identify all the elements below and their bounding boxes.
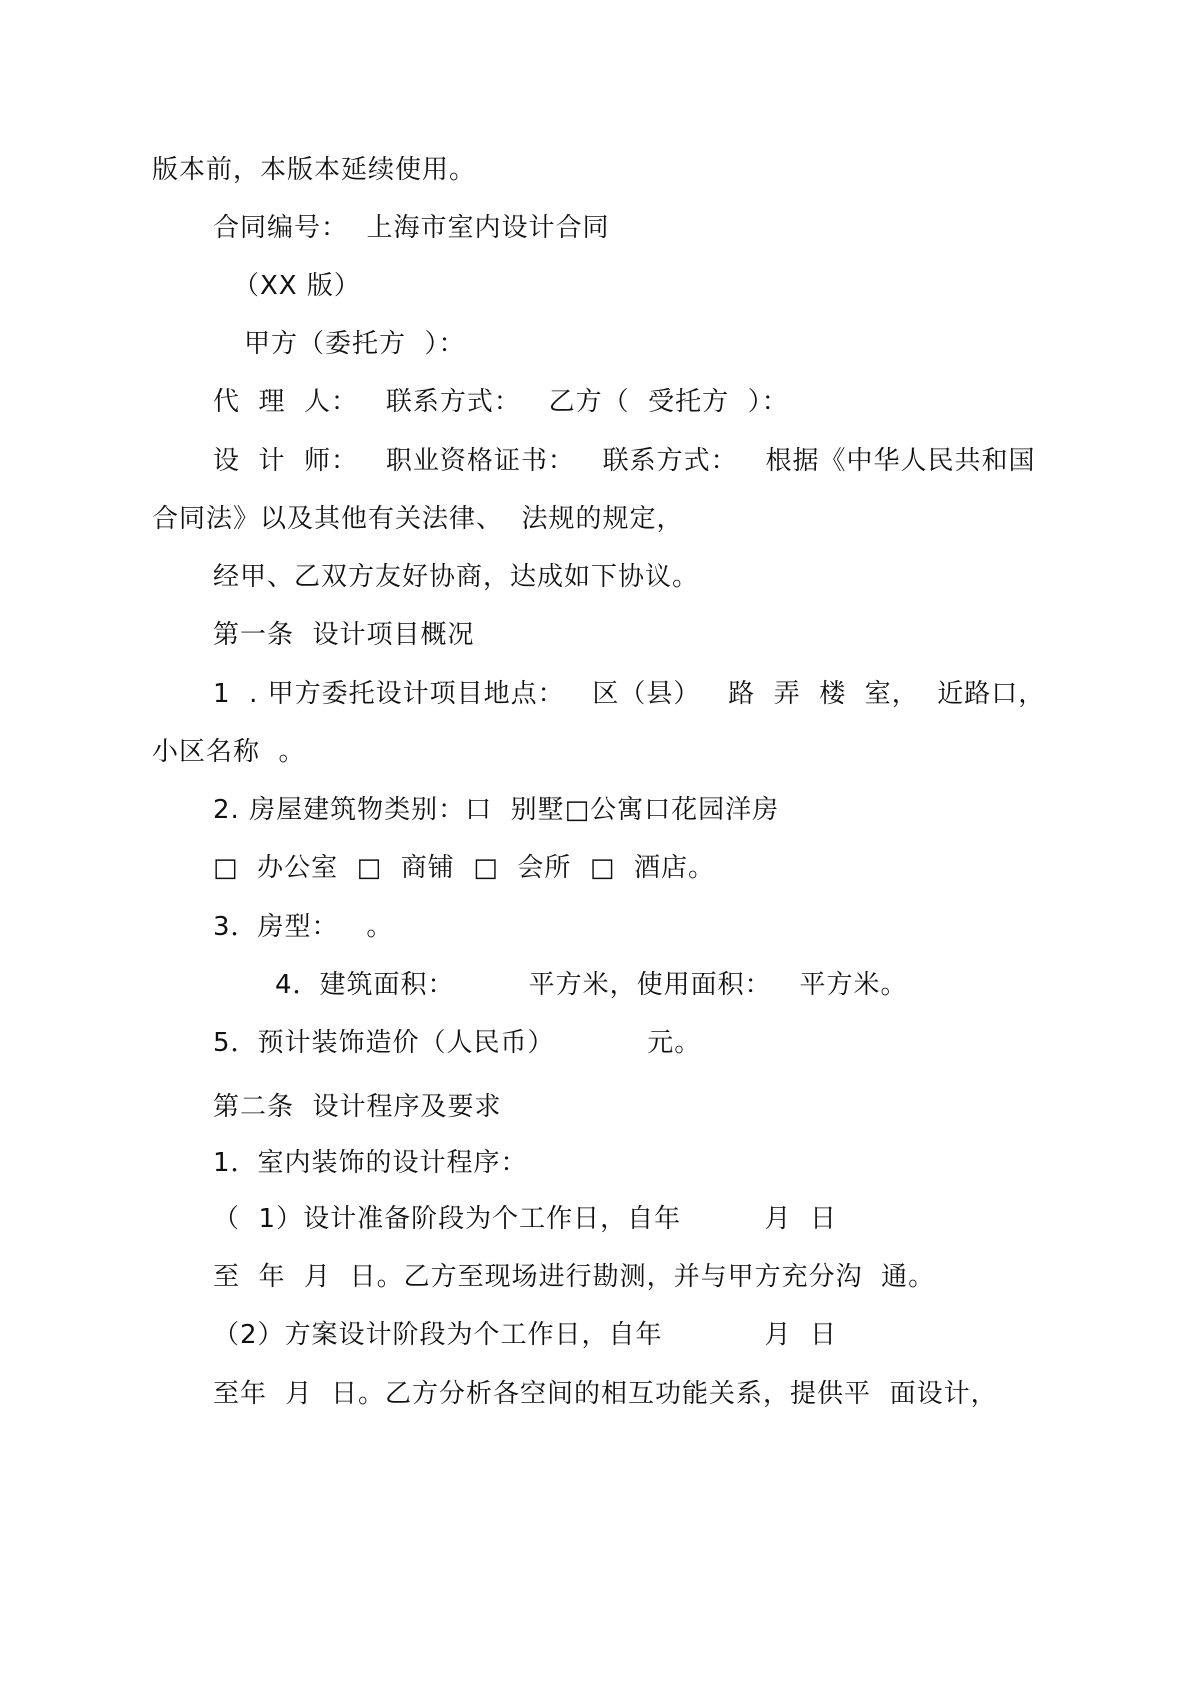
prep-stage-line: （ 1）设计准备阶段为个工作日，自年 月 日 [213,1204,837,1234]
item-2-building-type: 2. 房屋建筑物类别：口 别墅□公寓口花园洋房 [213,795,780,825]
text-line-7: 合同法》以及其他有关法律、 法规的规定， [152,504,684,534]
item-1-location: 1 . 甲方委托设计项目地点： 区（县） 路 弄 楼 室， 近路口， [213,679,1046,709]
contract-version: （XX 版） [233,271,361,301]
article-1-heading: 第一条 设计项目概况 [213,620,475,650]
agent-line: 代 理 人： 联系方式： 乙方（ 受托方 ）： [213,387,789,417]
prep-stage-detail: 至 年 月 日。乙方至现场进行勘测，并与甲方充分沟 通。 [213,1262,936,1292]
article-2-heading: 第二条 设计程序及要求 [213,1092,502,1122]
text-line-1: 版本前，本版本延续使用。 [152,155,477,185]
party-a-line: 甲方（委托方 ）： [244,329,466,359]
scheme-stage-line: （2）方案设计阶段为个工作日，自年 月 日 [213,1320,837,1350]
building-type-options: □ 办公室 □ 商铺 □ 会所 □ 酒店。 [213,853,715,883]
community-name-line: 小区名称 。 [152,737,306,767]
item-4-area: 4．建筑面积： 平方米，使用面积： 平方米。 [275,970,908,1000]
scheme-stage-detail: 至年 月 日。乙方分析各空间的相互功能关系，提供平 面设计， [213,1379,998,1409]
item-5-budget: 5．预计装饰造价（人民币） 元。 [213,1028,702,1058]
design-procedure-line: 1．室内装饰的设计程序： [213,1148,528,1178]
contract-number-line: 合同编号： 上海市室内设计合同 [213,213,610,243]
text-line-8: 经甲、乙双方友好协商，达成如下协议。 [213,562,700,592]
item-3-room-type: 3．房型： 。 [213,912,394,942]
designer-line: 设 计 师： 职业资格证书： 联系方式： 根据《中华人民共和国 [213,446,1036,476]
